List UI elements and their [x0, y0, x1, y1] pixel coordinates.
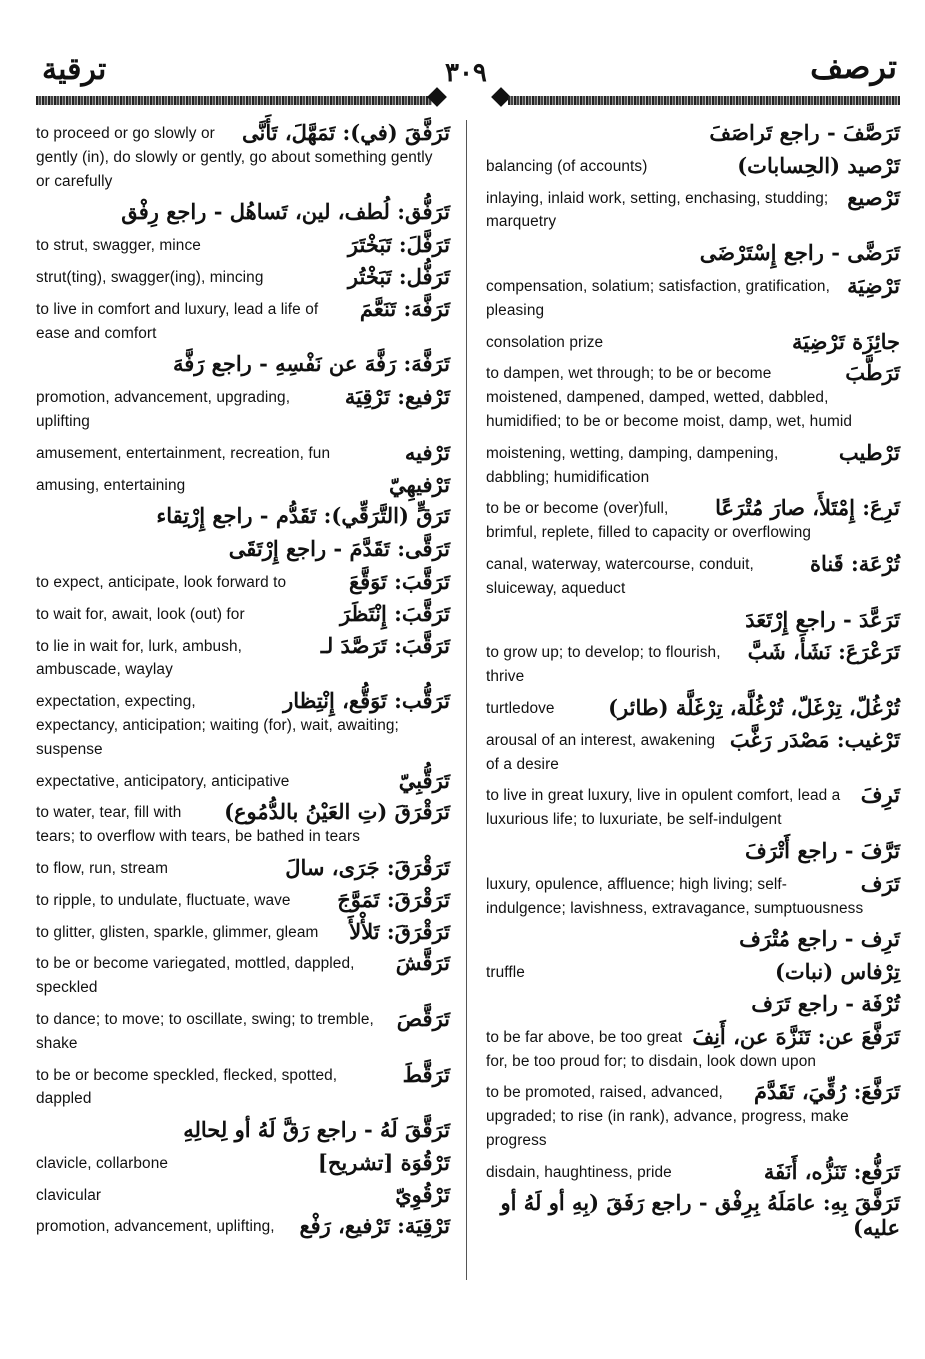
entry-arabic-headword: تَرَعَّدَ - راجع إِرْتَعَدَ: [745, 606, 900, 632]
entry-arabic-headword: تَرَقَّبَ: تَرَصَّدَ لـ: [320, 632, 450, 658]
dictionary-entry: [36, 353, 450, 378]
entry-english-definition: to lie in wait for, lurk, ambush, ambuscade, waylay: [36, 637, 243, 679]
dictionary-entry: [486, 152, 900, 179]
entry-arabic-headword: تِرْفاس (نبات): [774, 959, 900, 985]
entry-arabic-headword: تَرَفَّهَ: رَفَّهَ عن نَفْسِهِ - راجع رَفَّهَ: [172, 351, 450, 377]
page-header: [0, 0, 925, 120]
entry-arabic-headword: تَرَقَّقَ لَهُ - راجع رَقَّ لَهُ أو لِحالِهِ: [183, 1117, 450, 1143]
entry-arabic-headword: تَرْطيب: [838, 439, 900, 465]
entry-arabic-headword: تَرْصيع: [847, 184, 900, 210]
entry-english-definition: compensation, solatium; satisfaction, gratification, pleasing: [486, 277, 830, 319]
entry-arabic-headword: تَرَقَّشَ: [395, 950, 450, 976]
entry-english-definition: to water, tear, fill with tears; to overflow with tears, be bathed in tears: [36, 804, 360, 846]
dictionary-entry: [36, 1215, 450, 1239]
entry-arabic-headword: تُرْغُلّ، تِرْغَلّ، تُرْغُلَّة، تِرْغَلَّة (طائر): [608, 694, 900, 720]
dictionary-entry: [486, 784, 900, 832]
right-column: [486, 122, 900, 1250]
dictionary-entry: [486, 497, 900, 545]
entry-arabic-headword: تُرْفَة - راجع تَرَف: [751, 990, 900, 1016]
dictionary-entry: [36, 801, 450, 849]
entry-english-definition: to strut, swagger, mince: [36, 237, 201, 255]
dictionary-entry: [486, 1023, 900, 1074]
dictionary-entry: [486, 870, 900, 921]
dictionary-entry: [36, 854, 450, 881]
entry-arabic-headword: تَرَقَّبَ: إِنْتَظَرَ: [340, 600, 450, 626]
dictionary-entry: [36, 234, 450, 258]
dictionary-entry: [486, 1158, 900, 1185]
entry-english-definition: canal, waterway, watercourse, conduit, sluiceway, aqueduct: [486, 555, 754, 597]
entry-arabic-headword: تَرَقَّطَ: [402, 1061, 450, 1087]
entry-arabic-headword: تَرَقَّبَ: تَوَقَّعَ: [348, 568, 450, 594]
entry-english-definition: expectation, expecting, expectancy, anticipation; waiting (for), wait, awaiting; suspense: [36, 693, 399, 758]
entry-arabic-headword: تَرْفيهِيّ: [389, 471, 450, 497]
page-number: ٣٠٩: [445, 58, 487, 88]
dictionary-entry: [486, 928, 900, 953]
entry-arabic-headword: تَرَقْرَقَ: تَلأْلأَ: [349, 918, 450, 944]
entry-english-definition: promotion, advancement, uplifting,: [36, 1218, 275, 1236]
dictionary-entry: [36, 122, 450, 193]
entry-english-definition: to ripple, to undulate, fluctuate, wave: [36, 891, 291, 909]
entry-english-definition: to be or become (over)full, brimful, replete, filled to capacity or overflowing: [486, 500, 812, 542]
dictionary-entry: [36, 632, 450, 683]
entry-english-definition: to dance; to move; to oscillate, swing; to tremble, shake: [36, 1010, 374, 1052]
dictionary-entry: [36, 538, 450, 563]
entry-arabic-headword: تَرَفَّلَ: تَبَخْتَرَ: [347, 232, 450, 258]
entry-english-definition: arousal of an interest, awakening of a desire: [486, 731, 716, 773]
entry-english-definition: to wait for, await, look (out) for: [36, 605, 245, 623]
entry-arabic-headword: تَرْصيد (الحِسابات): [737, 152, 900, 178]
dictionary-entry: [486, 837, 900, 865]
entry-english-definition: clavicle, collarbone: [36, 1154, 169, 1172]
entry-english-definition: to be far above, be too great for, be too proud for; to disdain, look down upon: [486, 1028, 817, 1070]
entry-english-definition: to live in great luxury, live in opulent comfort, lead a luxurious life; to luxuriate, be self-indulgent: [486, 787, 841, 829]
entry-english-definition: to expect, anticipate, look forward to: [36, 573, 287, 591]
entry-arabic-headword: تَرْقِيَة: تَرْفيع، رَفْع: [299, 1213, 450, 1239]
entry-arabic-headword: تَرَقٍّ (التَّرَقِّي): تَقَدُّم - راجع إِرْتِقاء: [156, 503, 450, 529]
entry-english-definition: balancing (of accounts): [486, 157, 648, 175]
entry-arabic-headword: تَرَقُّب: تَوَقُّع، إِنْتِظار: [283, 688, 450, 714]
entry-arabic-headword: تَرَقَّى: تَقَدَّمَ - راجع إِرْتَقَى: [228, 536, 450, 562]
entry-english-definition: luxury, opulence, affluence; high living; self-indulgence; lavishness, extravagance, sumptuousness: [486, 875, 864, 917]
dictionary-entry: [486, 1192, 900, 1242]
entry-english-definition: to grow up; to develop; to flourish, thrive: [486, 644, 721, 686]
dictionary-entry: [36, 471, 450, 498]
entry-arabic-headword: تَرِعَ: إِمْتَلأَ، صارَ مُتْرَعًا: [715, 495, 900, 521]
entry-arabic-headword: تَرْضِيَة: [847, 272, 900, 298]
entry-arabic-headword: تَرَقُّبِيّ: [398, 767, 450, 793]
dictionary-entry: [486, 990, 900, 1018]
entry-arabic-headword: تَرِفَ: [860, 782, 900, 808]
entry-arabic-headword: تَرَفَّهَ: تَنَعَّمَ: [359, 295, 450, 321]
entry-english-definition: to live in comfort and luxury, lead a life of ease and comfort: [36, 300, 319, 342]
entry-arabic-headword: تَرَفَّقَ بِهِ: عامَلَهُ بِرِفْق - راجع رَفَقَ (بِهِ أو لَهُ أو عليه): [500, 1190, 900, 1241]
entry-english-definition: consolation prize: [486, 333, 604, 351]
dictionary-entry: [36, 1061, 450, 1112]
entry-arabic-headword: تَرَقْرَقَ: تَمَوَّجَ: [337, 886, 450, 912]
entry-english-definition: to glitter, glisten, sparkle, glimmer, gleam: [36, 923, 319, 941]
dictionary-entry: [486, 694, 900, 721]
dictionary-entry: [36, 690, 450, 761]
dictionary-entry: [486, 641, 900, 689]
entry-arabic-headword: تَرَّفَ - راجع أَتْرَفَ: [744, 837, 900, 863]
entry-arabic-headword: تَرَضَّى - راجع إِسْتَرْضَى: [699, 240, 900, 266]
column-divider: [466, 120, 467, 1280]
dictionary-entry: [486, 606, 900, 634]
entry-english-definition: to be promoted, raised, advanced, upgraded; to rise (in rank), advance, progress, make progress: [486, 1084, 849, 1149]
entry-arabic-headword: تَرَعْرَعَ: نَشَأَ، شَبَّ: [747, 639, 900, 665]
entry-arabic-headword: تَرَفُّع: تَنَزُّه، أَنَفَة: [763, 1158, 900, 1184]
header-rule-right: [508, 96, 900, 105]
dictionary-entry: [36, 952, 450, 1000]
entry-arabic-headword: تَرْقُوِيّ: [395, 1181, 450, 1207]
dictionary-entry: [36, 918, 450, 945]
entry-arabic-headword: تَرْفيه: [404, 439, 450, 465]
entry-english-definition: moistening, wetting, damping, dampening, dabbling; humidification: [486, 444, 779, 486]
entry-arabic-headword: تَرَفَّعَ عن: تَنَزَّهَ عن، أَنِفَ: [692, 1023, 900, 1049]
dictionary-entry: [36, 1119, 450, 1144]
entry-arabic-headword: تَرَفَّقَ (في): تَمَهَّلَ، تَأَنَّى: [241, 120, 450, 145]
dictionary-entry: [486, 550, 900, 601]
dictionary-entry: [486, 726, 900, 777]
entry-english-definition: expectative, anticipatory, anticipative: [36, 772, 290, 790]
entry-english-definition: strut(ting), swagger(ing), mincing: [36, 268, 264, 286]
entry-arabic-headword: تَرَقَّصَ: [396, 1005, 450, 1031]
dictionary-entry: [36, 263, 450, 290]
dictionary-entry: [36, 295, 450, 346]
entry-arabic-headword: تَرْقُوَة [تشريح]: [317, 1149, 450, 1175]
dictionary-entry: [36, 886, 450, 913]
dictionary-entry: [486, 122, 900, 147]
entry-arabic-headword: تَرَصَّفَ - راجع تَراصَفَ: [709, 120, 900, 145]
dictionary-entry: [486, 328, 900, 355]
entry-english-definition: turtledove: [486, 699, 555, 717]
dictionary-entry: [486, 362, 900, 433]
dictionary-entry: [36, 201, 450, 226]
dictionary-entry: [36, 1005, 450, 1056]
entry-arabic-headword: تَرَقْرَقَ: جَرَى، سالَ: [285, 854, 450, 880]
dictionary-entry: [36, 600, 450, 627]
entry-arabic-headword: تَرَفَّعَ: رُقِّيَ، تَقَدَّمَ: [754, 1079, 900, 1105]
entry-english-definition: inlaying, inlaid work, setting, enchasing, studding; marquetry: [486, 189, 829, 231]
entry-english-definition: to flow, run, stream: [36, 859, 169, 877]
dictionary-entry: [36, 568, 450, 595]
entry-arabic-headword: تَرْغيب: مَصْدَر رَغَّبَ: [729, 726, 900, 752]
entry-arabic-headword: تَرَفُّق: لُطف، لين، تَساهُل - راجع رِفْق: [121, 199, 450, 225]
dictionary-entry: [486, 1081, 900, 1152]
entry-arabic-headword: تَرَف: [860, 870, 900, 896]
entry-arabic-headword: تُرْعَة: قَناة: [809, 550, 900, 576]
dictionary-entry: [486, 242, 900, 267]
header-rule-left: [36, 96, 432, 105]
entry-english-definition: to dampen, wet through; to be or become moistened, dampened, damped, wetted, dabbled, humidified; to be or become moist, damp, wet, humid: [486, 365, 853, 430]
dictionary-entry: [36, 767, 450, 794]
entry-english-definition: promotion, advancement, upgrading, uplifting: [36, 389, 291, 430]
entry-arabic-headword: تَرْفيع: تَرْقِيَة: [344, 384, 450, 410]
dictionary-entry: [486, 184, 900, 235]
entry-english-definition: to be or become variegated, mottled, dappled, speckled: [36, 955, 355, 997]
dictionary-entry: [36, 1181, 450, 1208]
dictionary-entry: [36, 505, 450, 530]
entry-arabic-headword: جائِزَة تَرْضِيَة: [792, 328, 900, 354]
entry-english-definition: to be or become speckled, flecked, spotted, dappled: [36, 1066, 338, 1108]
running-headword-right: ترصف: [810, 48, 897, 86]
entry-english-definition: clavicular: [36, 1186, 102, 1204]
entry-arabic-headword: تَرِف - راجع مُتْرَف: [739, 926, 900, 952]
dictionary-entry: [486, 961, 900, 985]
dictionary-entry: [36, 386, 450, 434]
entry-arabic-headword: تَرَقْرَقَ (تِ العَيْنُ بالدُّمُوع): [224, 799, 450, 825]
entry-english-definition: amusement, entertainment, recreation, fun: [36, 444, 331, 462]
entry-english-definition: disdain, haughtiness, pride: [486, 1163, 672, 1181]
entry-arabic-headword: تَرَطَّبَ: [845, 360, 900, 386]
dictionary-entry: [36, 1149, 450, 1176]
left-column: [36, 122, 450, 1247]
dictionary-entry: [486, 439, 900, 490]
entry-english-definition: to proceed or go slowly or gently (in), do slowly or gently, go about something gently or carefully: [36, 125, 433, 190]
dictionary-entry: [36, 439, 450, 466]
entry-english-definition: truffle: [486, 964, 525, 982]
running-headword-left: ترقية: [42, 52, 107, 87]
dictionary-entry: [486, 272, 900, 323]
entry-arabic-headword: تَرَفُّل: تَبَخْتُر: [347, 263, 450, 289]
entry-english-definition: amusing, entertaining: [36, 476, 186, 494]
